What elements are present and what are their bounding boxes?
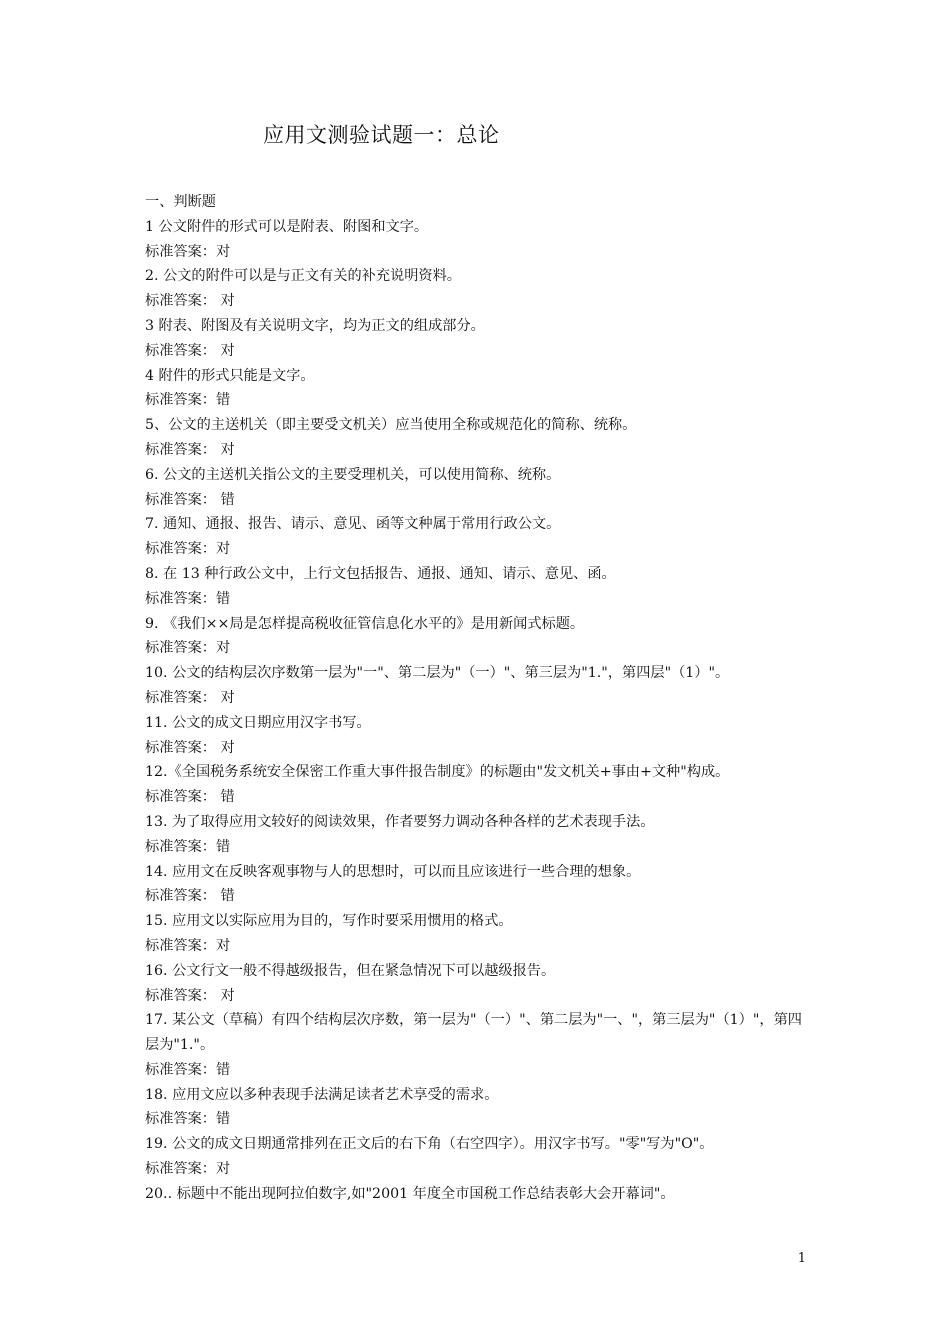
question-line: 15. 应用文以实际应用为目的，写作时要采用惯用的格式。 bbox=[145, 913, 513, 930]
question-line: 20.. 标题中不能出现阿拉伯数字,如"2001 年度全市国税工作总结表彰大会开幕词"。 bbox=[145, 1185, 675, 1202]
answer-line: 标准答案：对 bbox=[145, 937, 231, 954]
question-line: 12.《全国税务系统安全保密工作重大事件报告制度》的标题由"发文机关+事由+文种"构成。 bbox=[145, 764, 730, 781]
page-number: 1 bbox=[797, 1251, 806, 1266]
answer-line: 标准答案：错 bbox=[145, 838, 231, 855]
answer-line: 标准答案：对 bbox=[145, 243, 231, 260]
answer-line: 标准答案：对 bbox=[145, 541, 231, 558]
answer-line: 标准答案：对 bbox=[145, 640, 231, 657]
question-line: 7. 通知、通报、报告、请示、意见、函等文种属于常用行政公文。 bbox=[145, 516, 561, 533]
answer-line: 标准答案： 对 bbox=[145, 689, 235, 706]
answer-line: 标准答案：错 bbox=[145, 1061, 231, 1078]
question-line: 1 公文附件的形式可以是附表、附图和文字。 bbox=[145, 218, 429, 235]
question-line: 3 附表、附图及有关说明文字，均为正文的组成部分。 bbox=[145, 317, 485, 334]
question-line: 19. 公文的成文日期通常排列在正文后的右下角（右空四字）。用汉字书写。"零"写为"O"。 bbox=[145, 1136, 714, 1153]
question-line: 14. 应用文在反映客观事物与人的思想时，可以而且应该进行一些合理的想象。 bbox=[145, 863, 641, 880]
answer-line: 标准答案： 对 bbox=[145, 987, 235, 1004]
question-line: 4 附件的形式只能是文字。 bbox=[145, 367, 315, 384]
answer-line: 标准答案：错 bbox=[145, 590, 231, 607]
answer-line: 标准答案： 对 bbox=[145, 342, 235, 359]
question-line: 13. 为了取得应用文较好的阅读效果，作者要努力调动各种各样的艺术表现手法。 bbox=[145, 813, 655, 830]
answer-line: 标准答案： 错 bbox=[145, 491, 235, 508]
question-line: 2. 公文的附件可以是与正文有关的补充说明资料。 bbox=[145, 268, 461, 285]
question-line: 6. 公文的主送机关指公文的主要受理机关，可以使用简称、统称。 bbox=[145, 466, 561, 483]
question-line: 10. 公文的结构层次序数第一层为"一"、第二层为"（一）"、第三层为"1."，第四层"（1）"。 bbox=[145, 665, 730, 682]
question-line: 9. 《我们××局是怎样提高税收征管信息化水平的》是用新闻式标题。 bbox=[145, 615, 585, 632]
answer-line: 标准答案： 错 bbox=[145, 789, 235, 806]
question-line: 17. 某公文（草稿）有四个结构层次序数，第一层为"（一）"、第二层为"一、"，第三层为"（1）"，第四层为"1."。 bbox=[145, 1012, 802, 1054]
answer-line: 标准答案： 对 bbox=[145, 739, 235, 756]
answer-line: 标准答案：对 bbox=[145, 1161, 231, 1178]
document-title: 应用文测验试题一：总论 bbox=[263, 123, 500, 147]
answer-line: 标准答案： 对 bbox=[145, 293, 235, 310]
answer-line: 标准答案：错 bbox=[145, 392, 231, 409]
question-line: 18. 应用文应以多种表现手法满足读者艺术享受的需求。 bbox=[145, 1086, 499, 1103]
answer-line: 标准答案： 对 bbox=[145, 441, 235, 458]
question-line: 16. 公文行文一般不得越级报告，但在紧急情况下可以越级报告。 bbox=[145, 962, 556, 979]
document-body bbox=[145, 190, 815, 1207]
question-line: 8. 在 13 种行政公文中，上行文包括报告、通报、通知、请示、意见、函。 bbox=[145, 565, 616, 582]
question-line: 5、公文的主送机关（即主要受文机关）应当使用全称或规范化的简称、统称。 bbox=[145, 417, 637, 434]
answer-line: 标准答案： 错 bbox=[145, 888, 235, 905]
section-heading: 一、判断题 bbox=[145, 194, 216, 210]
question-line: 11. 公文的成文日期应用汉字书写。 bbox=[145, 714, 371, 731]
answer-line: 标准答案：错 bbox=[145, 1111, 231, 1128]
question-list bbox=[145, 215, 815, 1207]
